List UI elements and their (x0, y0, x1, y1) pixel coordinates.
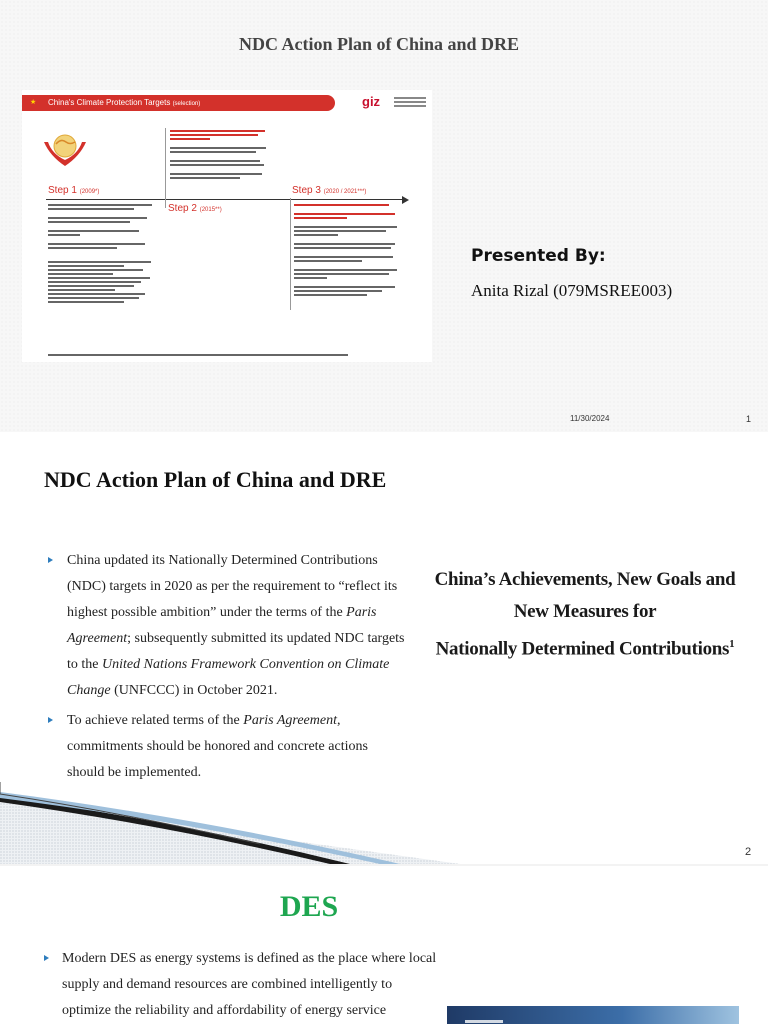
bullet-list (48, 548, 408, 790)
decorative-swoosh (0, 782, 460, 864)
divider (290, 198, 291, 310)
bullet-text: Paris Agreement (67, 605, 377, 646)
bullet-text: Modern DES as energy systems is defined as the place where local supply and demand resources are combined intelligently to optimize the reliability and affordability of energy service (62, 951, 437, 1018)
divider (165, 128, 166, 208)
bullet-list (44, 946, 444, 1024)
slide-2-title: NDC Action Plan of China and DRE (44, 467, 387, 492)
slide-3[interactable] (0, 866, 768, 1024)
slide-3-title: DES (279, 890, 339, 923)
china-flag-icon: ★ (30, 99, 37, 106)
timeline-arrowhead-icon (402, 196, 409, 204)
step-1-text: Step 1 (48, 185, 77, 196)
list-item (48, 708, 408, 786)
bullet-text: United Nations Framework Convention on Climate Change (67, 657, 390, 698)
presented-by-label: Presented By: (471, 246, 606, 266)
step-2-targets (170, 130, 270, 181)
bullet-text: Paris Agreement (243, 713, 337, 728)
step-3-targets (294, 204, 404, 298)
bullet-arrow-icon (48, 557, 53, 563)
hands-earth-icon (42, 130, 88, 170)
image-footer-note (48, 354, 348, 358)
step-2-year: (2015**) (199, 207, 222, 213)
footnote-marker: 1 (729, 638, 735, 650)
bullet-text: To achieve related terms of the (67, 713, 244, 728)
step-2-text: Step 2 (168, 203, 197, 214)
report-title-line-text: Nationally Determined Contributions (435, 638, 730, 660)
ndc-report-title-image (420, 564, 750, 665)
report-title-line: China’s Achievements, New Goals and (434, 569, 736, 590)
presenter-name: Anita Rizal (079MSREE003) (471, 281, 673, 300)
timeline-arrow (46, 199, 404, 200)
slide-date: 11/30/2024 (570, 414, 610, 423)
step-1-label (48, 185, 99, 196)
bullet-text: , commitments should be honored and concrete actions should be implemented. (67, 713, 368, 780)
step-3-year: (2020 / 2021***) (323, 189, 367, 195)
slide-2[interactable] (0, 432, 768, 864)
bullet-text: ; subsequently submitted its updated NDC targets to the (67, 631, 405, 672)
bullet-arrow-icon (48, 717, 53, 723)
des-image (447, 1006, 739, 1024)
slide-1-title: NDC Action Plan of China and DRE (238, 34, 520, 54)
list-item (44, 946, 444, 1024)
giz-logo: giz (362, 94, 381, 109)
giz-logo-text (394, 97, 426, 109)
bullet-text: (UNFCCC) in October 2021. (110, 683, 278, 698)
image-header-label: China's Climate Protection Targets (48, 98, 171, 107)
image-header-bar (22, 95, 335, 111)
page-number: 2 (745, 846, 752, 858)
step-3-label (292, 185, 366, 196)
step-3-text: Step 3 (292, 185, 321, 196)
bullet-arrow-icon (44, 955, 49, 961)
bullet-text: China updated its Nationally Determined Contributions (NDC) targets in 2020 as per the requirement to “reflect its highest possible ambition” under the terms of the (67, 553, 398, 620)
report-title-line: New Measures for (513, 601, 657, 622)
report-title-line (420, 628, 750, 665)
image-header-sub: (selection) (172, 101, 201, 107)
step-1-targets (48, 204, 156, 305)
climate-targets-image (22, 90, 432, 362)
slide-1[interactable] (0, 0, 768, 432)
step-1-year: (2009*) (79, 189, 100, 195)
step-2-label (168, 203, 222, 214)
list-item (48, 548, 408, 704)
page-number: 1 (746, 414, 752, 424)
